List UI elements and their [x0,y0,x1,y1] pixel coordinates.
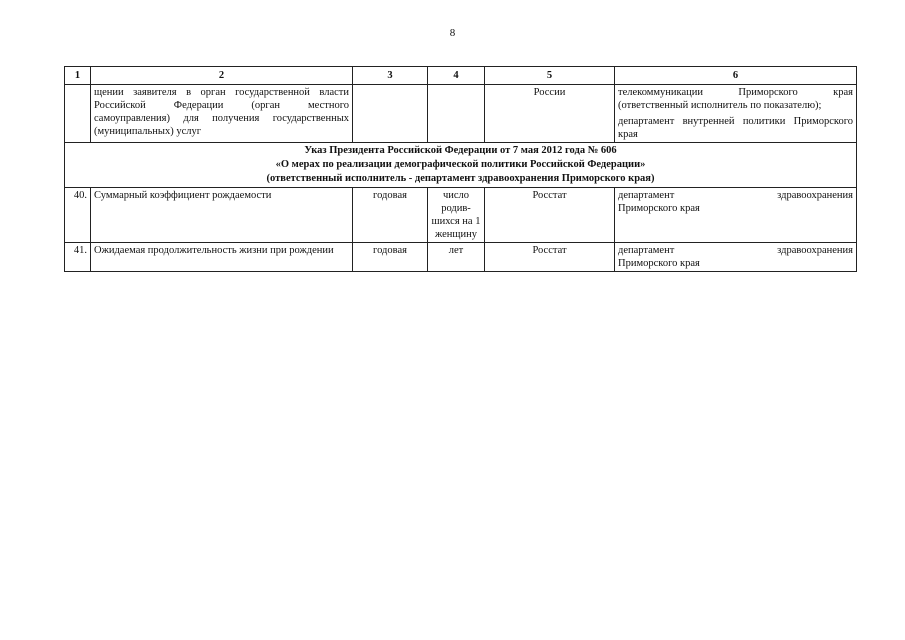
table-row-continued [65,85,857,143]
responsible-text-1: телекоммуникации Приморского края (ответственный исполнитель по показателю); [618,87,853,111]
cell-num: 41. [65,243,91,272]
indicators-table [64,66,857,272]
section-title-line-1: Указ Президента Российской Федерации от 7 мая 2012 года № 606 [304,145,617,156]
column-header-1: 1 [65,67,91,85]
cell-responsible [615,188,857,243]
table-row [65,243,857,272]
cell-num [65,85,91,143]
responsible-dept: департамент [618,190,675,201]
cell-unit [428,85,485,143]
column-header-2: 2 [91,67,353,85]
responsible-area: здравоохранения [777,190,853,201]
cell-unit: число родив-шихся на 1 женщину [428,188,485,243]
cell-source: Росстат [485,188,615,243]
cell-responsible [615,243,857,272]
responsible-region: Приморского края [618,203,700,214]
cell-num: 40. [65,188,91,243]
responsible-dept: департамент [618,245,675,256]
cell-periodicity: годовая [353,243,428,272]
cell-source: России [485,85,615,143]
cell-periodicity [353,85,428,143]
cell-unit: лет [428,243,485,272]
column-header-3: 3 [353,67,428,85]
table-row [65,188,857,243]
cell-indicator: щении заявителя в орган государственной власти Российской Федерации (орган местного самоуправления) для получения государственных (муниципальных) услуг [91,85,353,143]
page-number: 8 [449,27,456,39]
column-header-4: 4 [428,67,485,85]
section-title-line-2: «О мерах по реализации демографической политики Российской Федерации» [275,159,646,170]
section-header-row [65,143,857,188]
responsible-area: здравоохранения [777,245,853,256]
table-header-row [65,67,857,85]
responsible-text-2: департамент внутренней политики Приморского края [618,116,853,140]
cell-indicator: Суммарный коэффициент рождаемости [91,188,353,243]
column-header-6: 6 [615,67,857,85]
cell-indicator: Ожидаемая продолжительность жизни при рождении [91,243,353,272]
responsible-region: Приморского края [618,258,700,269]
cell-source: Росстат [485,243,615,272]
cell-responsible [615,85,857,143]
section-title-line-3: (ответственный исполнитель - департамент здравоохранения Приморского края) [266,173,655,184]
cell-periodicity: годовая [353,188,428,243]
section-title-cell [65,143,857,188]
column-header-5: 5 [485,67,615,85]
